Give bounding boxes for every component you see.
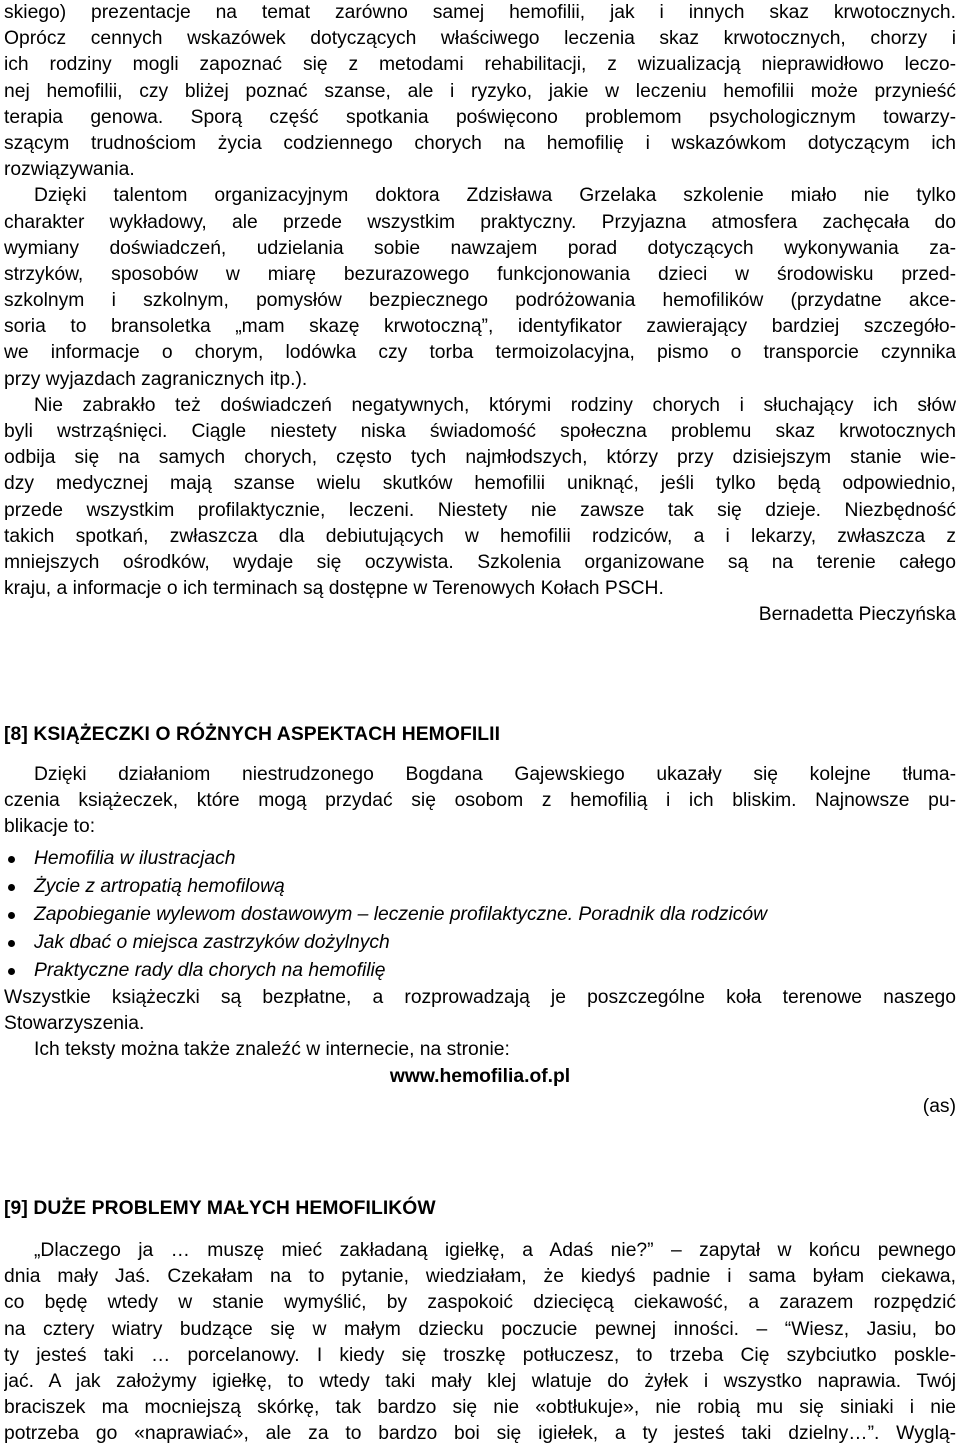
section-8-line: blikacje to: — [4, 816, 96, 838]
section-9-line: ty jesteś taki … porcelanowy. I kiedy się troszkę potłuczesz, to trzeba Cię szybciutko poskle- — [4, 1344, 956, 1366]
intro-line: we informacje o chorym, lodówka czy torba termoizolacyjna, pismo o transporcie czynnika — [4, 342, 956, 364]
section-8-line: Dzięki działaniom niestrudzonego Bogdana Gajewskiego ukazały się kolejne tłuma- — [34, 764, 956, 785]
publication-title: Jak dbać o miejsca zastrzyków dożylnych — [34, 932, 390, 953]
section-8-line: czenia książeczek, które mogą przydać się osobom z hemofilią i ich bliskim. Najnowsze pu- — [4, 790, 956, 812]
list-item — [4, 929, 956, 957]
section-9-heading: [9] DUŻE PROBLEMY MAŁYCH HEMOFILIKÓW — [4, 1198, 436, 1219]
intro-line: szącym trudnościom życia codziennego chorych na hemofilię i wskazówkom dotyczącym ich — [4, 132, 956, 154]
list-item — [4, 845, 956, 873]
intro-line: dzy medycznej mają szanse wielu skutków hemofilii uniknąć, jeśli tylko będą odpowiednio, — [4, 473, 956, 495]
section-8-line: Stowarzyszenia. — [4, 1013, 145, 1035]
section-9-line: co będę wtedy w stanie wymyślić, by zaspokoić dziecięcą ciekawość, a zarazem rozpędzić — [4, 1292, 956, 1314]
section-8-body — [4, 762, 956, 841]
intro-line: Nie zabrakło też doświadczeń negatywnych, którymi rodziny chorych i słuchający ich słów — [34, 394, 956, 416]
publication-title: Życie z artropatią hemofilową — [34, 876, 285, 897]
list-item — [4, 873, 956, 901]
list-item — [4, 957, 956, 985]
list-item — [4, 901, 956, 929]
intro-line: mniejszych ośrodków, wydaje się oczywista. Szkolenia organizowane są na terenie całego — [4, 551, 956, 573]
publication-title: Hemofilia w ilustracjach — [34, 848, 236, 869]
intro-line: kraju, a informacje o ich terminach są dostępne w Terenowych Kołach PSCH. — [4, 578, 664, 600]
intro-line: byli wstrząśnięci. Ciągle niestety niska świadomość społeczna problemu skaz krwotocznych — [4, 421, 956, 442]
bullet-icon — [8, 912, 15, 919]
author-signature: (as) — [922, 1095, 956, 1117]
section-9-line: potrzeba go «naprawiać», ale za to bardzo boi się igiełek, a ty jesteś taki dzielny…”. Wyglą- — [4, 1423, 956, 1445]
publication-title: Praktyczne rady dla chorych na hemofilię — [34, 960, 386, 981]
bullet-icon — [8, 856, 15, 863]
intro-line: soria to bransoletka „mam skazę krwotoczną”, identyfikator zawierający bardziej szczegóło- — [4, 316, 956, 338]
bullet-icon — [8, 940, 15, 947]
intro-line: przy wyjazdach zagranicznych itp.). — [4, 368, 308, 390]
section-8-line: Ich teksty można także znaleźć w internecie, na stronie: — [34, 1039, 510, 1061]
section-8-after — [4, 985, 956, 1120]
intro-line: takich spotkań, zwłaszcza dla debiutujących w hemofilii rodziców, a i lekarzy, zwłaszcza z — [4, 525, 956, 547]
section-8-line: Wszystkie książeczki są bezpłatne, a rozprowadzają je poszczególne koła terenowe naszego — [4, 987, 956, 1008]
intro-line: terapia genowa. Sporą część spotkania poświęcono problemom psychologicznym towarzy- — [4, 106, 956, 128]
author-signature: Bernadetta Pieczyńska — [758, 604, 956, 626]
intro-line: Oprócz cennych wskazówek dotyczących właściwego leczenia skaz krwotocznych, chorzy i — [4, 28, 956, 50]
bullet-icon — [8, 968, 15, 975]
intro-line: rozwiązywania. — [4, 159, 135, 181]
intro-line: ich rodziny mogli zapoznać się z metodami rehabilitacji, z wizualizacją nieprawidłowo leczo- — [4, 54, 956, 76]
section-8-heading: [8] KSIĄŻECZKI O RÓŻNYCH ASPEKTACH HEMOFILII — [4, 724, 501, 745]
section-9-line: dnia mały Jaś. Czekałam na to pytanie, wiedziałam, że kiedyś padnie i sama byłam ciekawa, — [4, 1266, 956, 1288]
intro-section — [4, 0, 956, 629]
intro-line: skiego) prezentacje na temat zarówno samej hemofilii, jak i innych skaz krwotocznych. — [4, 2, 956, 23]
intro-line: Dzięki talentom organizacyjnym doktora Zdzisława Grzelaka szkolenie miało nie tylko — [34, 185, 956, 207]
intro-line: nej hemofilii, czy bliżej poznać szanse, ale i ryzyko, jakie w leczeniu hemofilii może przynieść — [4, 80, 956, 102]
intro-line: przede wszystkim profilaktycznie, leczeni. Niestety nie zawsze tak się dzieje. Niezbędność — [4, 499, 956, 521]
bullet-icon — [8, 884, 15, 891]
section-9-body — [4, 1238, 956, 1448]
intro-line: odbija się na samych chorych, często tych najmłodszych, którzy przy dzisiejszym stanie wie- — [4, 447, 956, 469]
intro-line: wymiany doświadczeń, udzielania sobie nawzajem porad dotyczących wykonywania za- — [4, 237, 956, 259]
section-9-line: na cztery wiatry budzące się w małym dziecku poczucie pewnej inności. – “Wiesz, Jasiu, bo — [4, 1318, 956, 1340]
intro-line: szkolnym i szkolnym, pomysłów bezpiecznego podróżowania hemofilików (przydatne akce- — [4, 290, 956, 312]
publication-list — [4, 845, 956, 985]
section-9-line: jać. A jak założymy igiełkę, to wtedy taki mały klej wlatuje do żyłek i wszystko naprawia. Twój — [4, 1370, 956, 1392]
intro-line: charakter wykładowy, ale przede wszystkim praktyczny. Przyjazna atmosfera zachęcała do — [4, 211, 956, 233]
intro-line: strzyków, sposobów w miarę bezurazowego funkcjonowania dzieci w środowisku przed- — [4, 263, 956, 285]
section-9-line: braciszek ma mocniejszą skórkę, tak bardzo się nie «obtłukuje», nie robią mu się siniaki i nie — [4, 1397, 956, 1419]
publication-title: Zapobieganie wylewom dostawowym – leczenie profilaktyczne. Poradnik dla rodziców — [34, 904, 768, 925]
website-link[interactable]: www.hemofilia.of.pl — [389, 1065, 571, 1087]
section-9-line: „Dlaczego ja … muszę mieć zakładaną igiełkę, a Adaś nie?” – zapytał w końcu pewnego — [34, 1240, 956, 1261]
